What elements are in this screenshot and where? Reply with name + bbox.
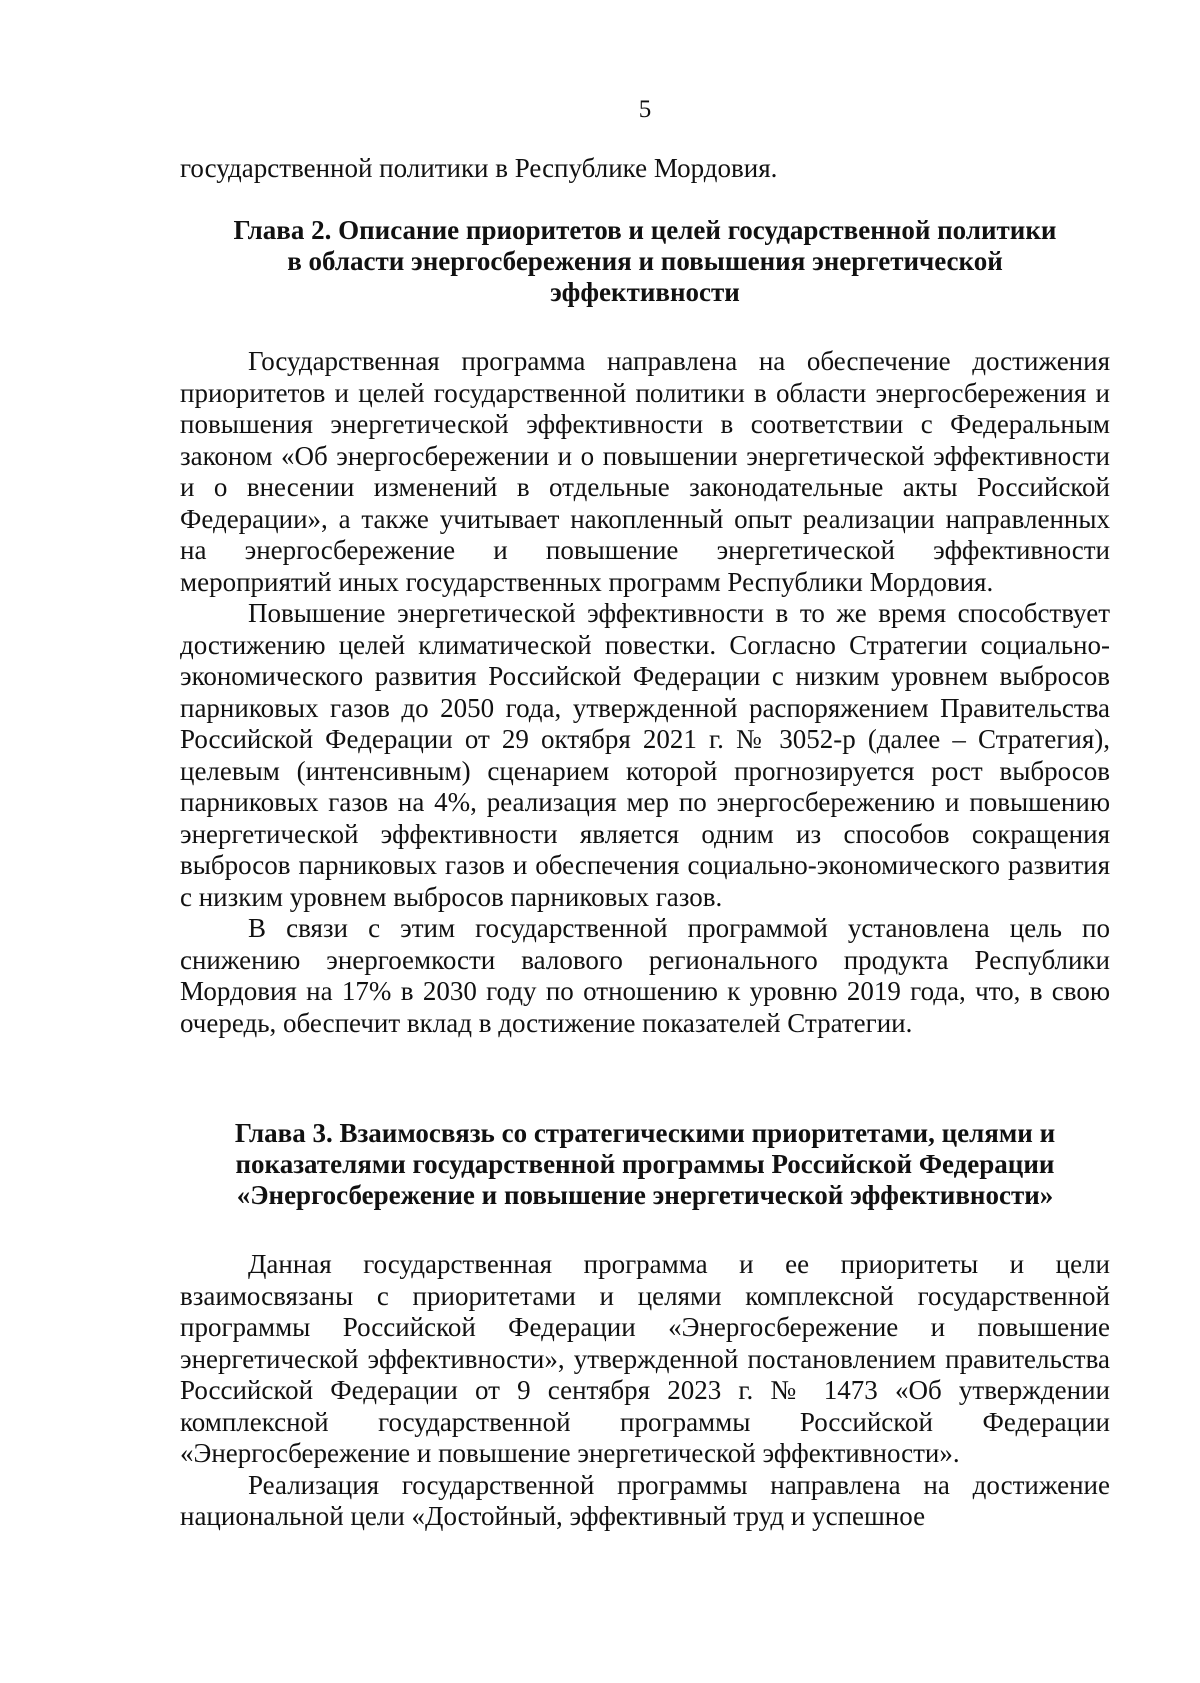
paragraph: Данная государственная программа и ее приоритеты и цели взаимосвязаны с приоритетами и целями комплексной государственной программы Российской Федерации «Энергосбережение и повышение энергетической эффективности», утвержденной постановлением правительства Российской Федерации от 9 сентября 2023 г. № 1473 «Об утверждении комплексной государственной программы Российской Федерации «Энергосбережение и повышение энергетической эффективности».: [180, 1249, 1110, 1468]
chapter-3-heading: [180, 1118, 1110, 1211]
chapter-2-body: [180, 346, 1110, 1039]
continued-text-line: государственной политики в Республике Мордовия.: [180, 153, 778, 183]
chapter-3-heading-line: показателями государственной программы Российской Федерации: [235, 1149, 1055, 1179]
paragraph: В связи с этим государственной программой установлена цель по снижению энергоемкости валового регионального продукта Республики Мордовия на 17% в 2030 году по отношению к уровню 2019 года, что, в свою очередь, обеспечит вклад в достижение показателей Стратегии.: [180, 913, 1110, 1038]
chapter-3-heading-line: Глава 3. Взаимосвязь со стратегическими приоритетами, целями и: [234, 1118, 1056, 1148]
paragraph: Реализация государственной программы направлена на достижение национальной цели «Достойный, эффективный труд и успешное: [180, 1469, 1110, 1531]
paragraph: Повышение энергетической эффективности в то же время способствует достижению целей климатической повестки. Согласно Стратегии социально-экономического развития Российской Федерации с низким уровнем выбросов парниковых газов до 2050 года, утвержденной распоряжением Правительства Российской Федерации от 29 октября 2021 г. № 3052-р (далее – Стратегия), целевым (интенсивным) сценарием которой прогнозируется рост выбросов парниковых газов на 4%, реализация мер по энергосбережению и повышению энергетической эффективности является одним из способов сокращения выбросов парниковых газов и обеспечения социально-экономического развития с низким уровнем выбросов парниковых газов.: [180, 598, 1110, 912]
chapter-2-heading-line: Глава 2. Описание приоритетов и целей государственной политики: [233, 215, 1057, 245]
chapter-2-heading: [180, 215, 1110, 308]
chapter-3-body: [180, 1249, 1110, 1533]
chapter-2-heading-line: эффективности: [550, 277, 740, 307]
chapter-2-heading-line: в области энергосбережения и повышения энергетической: [287, 246, 1003, 276]
paragraph: Государственная программа направлена на обеспечение достижения приоритетов и целей государственной политики в области энергосбережения и повышения энергетической эффективности в соответствии с Федеральным законом «Об энергосбережении и о повышении энергетической эффективности и о внесении изменений в отдельные законодательные акты Российской Федерации», а также учитывает накопленный опыт реализации направленных на энергосбережение и повышение энергетической эффективности мероприятий иных государственных программ Республики Мордовия.: [180, 346, 1110, 597]
page-number: 5: [638, 96, 652, 123]
chapter-3-heading-line: «Энергосбережение и повышение энергетической эффективности»: [236, 1180, 1054, 1210]
